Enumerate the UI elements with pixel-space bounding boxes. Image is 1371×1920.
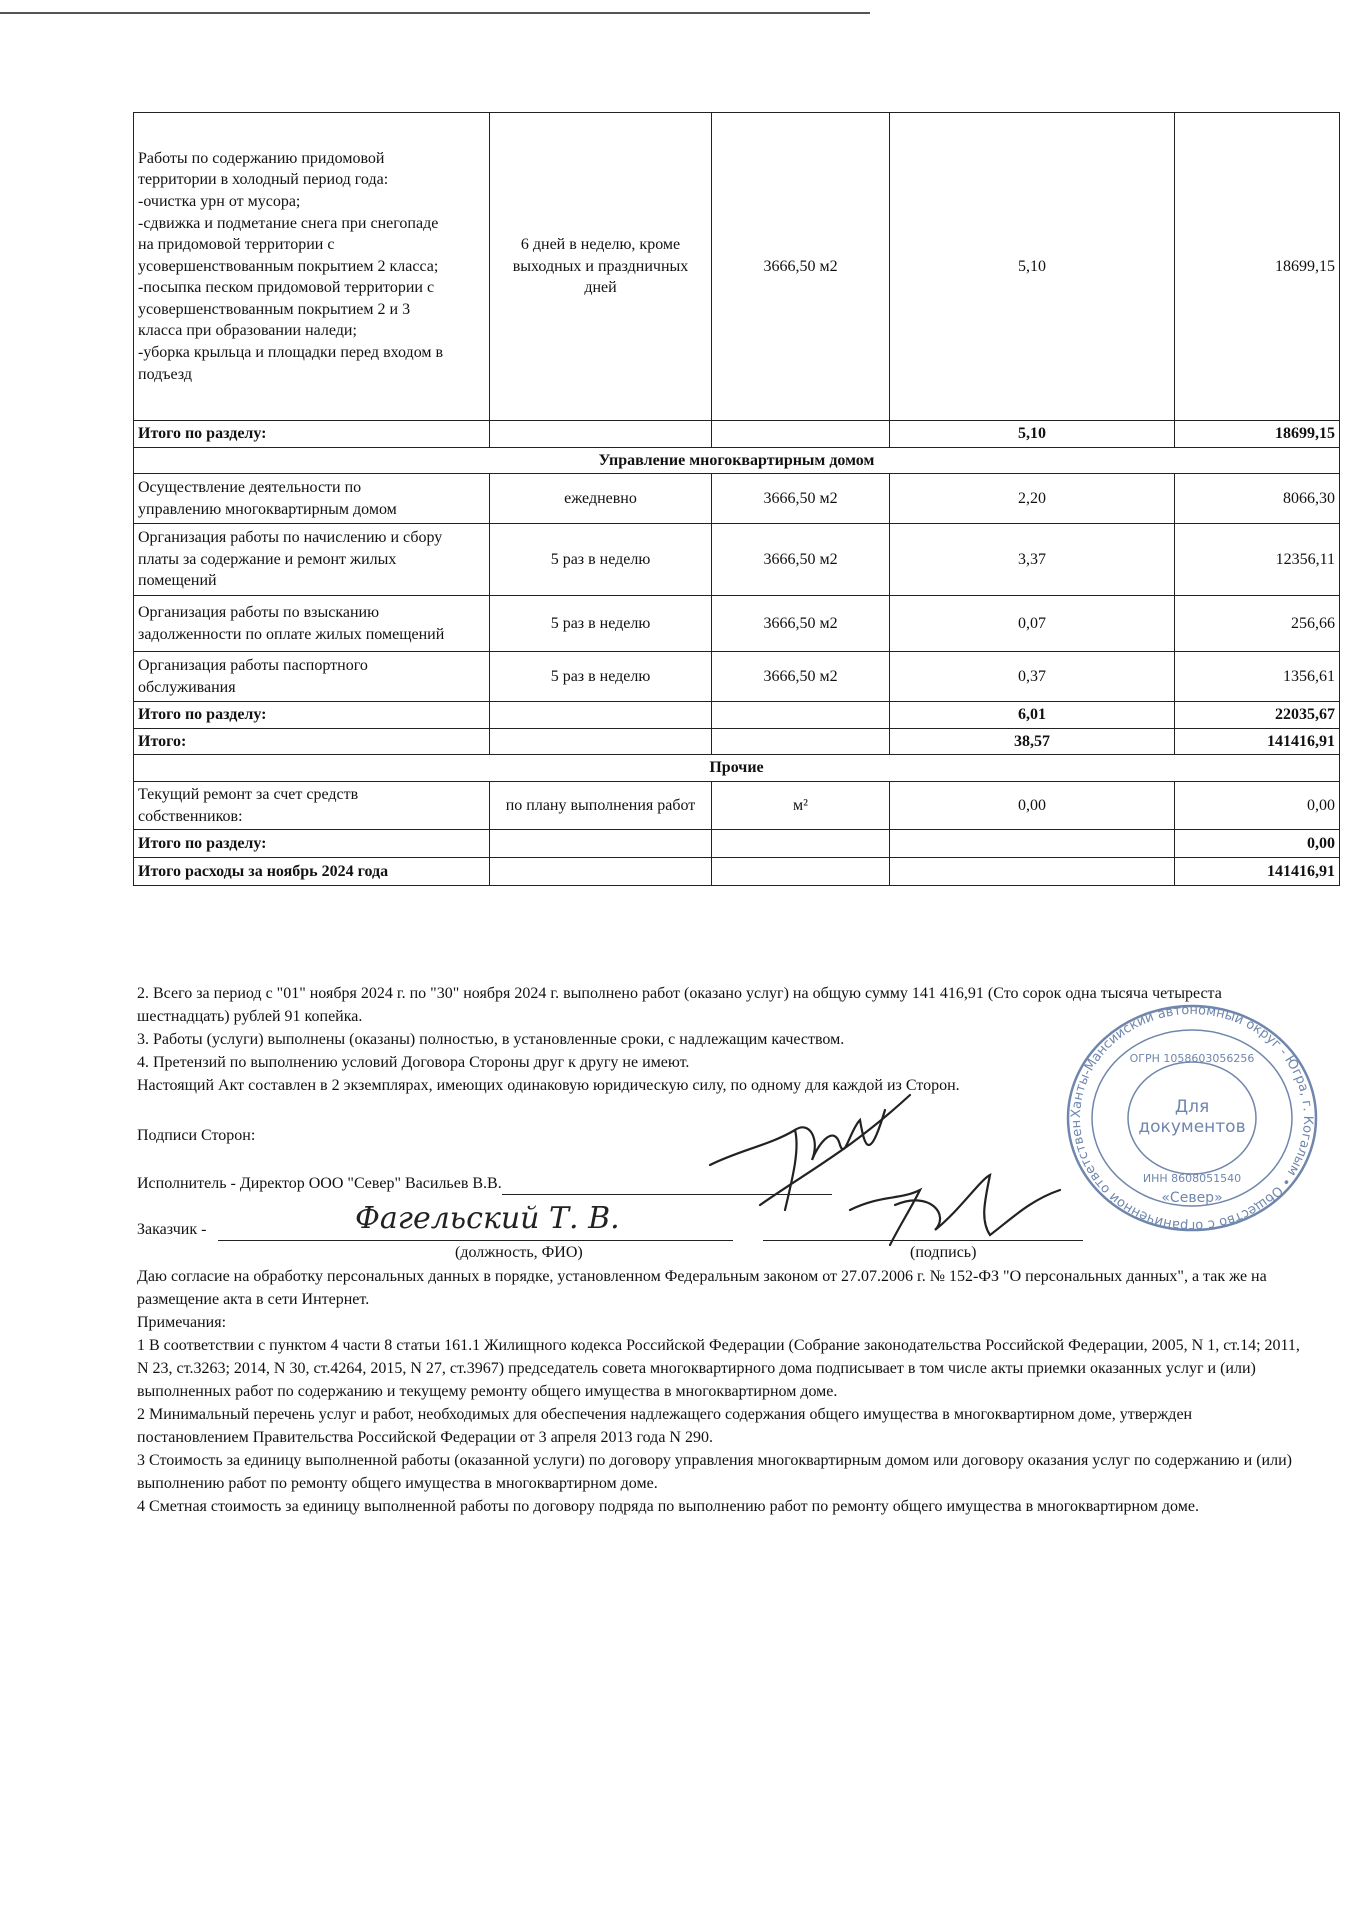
note-1: 1 В соответствии с пунктом 4 части 8 статьи 161.1 Жилищного кодекса Российской Федерации (Собрание законодательства Российской Федерации, 2005, N 1, ст.14; 2011, N 23, ст.3263; 2014, N 30, ст.4264, 2015, N 27, ст.3967) председатель совета многоквартирного дома подписывает в том числе акты приемки оказанных услуг и (или) выполненных работ по содержанию и текущему ремонту общего имущества в многоквартирном доме. [137, 1337, 1300, 1400]
top-rule [0, 12, 870, 14]
svg-text:Для: Для [1174, 1097, 1210, 1117]
caption-position: (должность, ФИО) [455, 1244, 583, 1261]
consent-text: Даю согласие на обработку персональных данных в порядке, установленном Федеральным законом от 27.07.2006 г. № 152-ФЗ "О персональных данных", а так же на размещение акта в сети Интернет. [137, 1268, 1267, 1308]
service-name-cell: Текущий ремонт за счет средств собственников: [134, 781, 490, 829]
service-name-cell: Работы по содержанию придомовой территории в холодный период года: -очистка урн от мусора; -сдвижка и подметание снега при снегопаде на придомовой территории с усовершенствованным покрытием 2 класса; -посыпка песком придомовой территории с усовершенствованным покрытием 2 и 3 класса при образовании наледи; -уборка крыльца и площадки перед входом в подъезд [134, 113, 490, 421]
paragraph-copies: Настоящий Акт составлен в 2 экземплярах, имеющих одинаковую юридическую силу, по одному для каждой из Сторон. [137, 1077, 960, 1094]
total-amount-cell: 141416,91 [1175, 858, 1340, 886]
table-row [134, 524, 1340, 596]
service-name-cell: Осуществление деятельности по управлению многоквартирным домом [134, 474, 490, 524]
service-name-cell: Организация работы по начислению и сбору платы за содержание и ремонт жилых помещений [134, 524, 490, 596]
total-rate-cell: 5,10 [890, 421, 1175, 448]
amount-cell: 1356,61 [1175, 652, 1340, 702]
rate-cell: 0,07 [890, 596, 1175, 652]
table-row [134, 652, 1340, 702]
caption-signature: (подпись) [910, 1244, 977, 1261]
executor-label: Исполнитель - Директор ООО "Север" Васильев В.В. [137, 1175, 502, 1192]
customer-label: Заказчик - [137, 1221, 207, 1238]
volume-cell: 3666,50 м2 [712, 596, 890, 652]
table-row [134, 596, 1340, 652]
volume-cell: м² [712, 781, 890, 829]
empty-cell [490, 858, 712, 886]
rate-cell: 0,37 [890, 652, 1175, 702]
frequency-cell: ежедневно [490, 474, 712, 524]
notes-block [137, 1265, 1302, 1518]
signatures-title: Подписи Сторон: [137, 1127, 256, 1144]
total-row [134, 858, 1340, 886]
total-row [134, 702, 1340, 729]
total-rate-cell: 38,57 [890, 728, 1175, 755]
total-amount-cell: 0,00 [1175, 830, 1340, 858]
empty-cell [490, 830, 712, 858]
svg-text:«Север»: «Север» [1161, 1190, 1223, 1206]
total-label-cell: Итого по разделу: [134, 830, 490, 858]
frequency-cell: 5 раз в неделю [490, 596, 712, 652]
paragraph-3: 3. Работы (услуги) выполнены (оказаны) полностью, в установленные сроки, с надлежащим качеством. [137, 1031, 845, 1048]
total-rate-cell [890, 858, 1175, 886]
total-label-cell: Итого по разделу: [134, 702, 490, 729]
empty-cell [712, 702, 890, 729]
frequency-cell: 5 раз в неделю [490, 652, 712, 702]
customer-signature [840, 1160, 1070, 1250]
table-row [134, 113, 1340, 421]
amount-cell: 256,66 [1175, 596, 1340, 652]
total-rate-cell [890, 830, 1175, 858]
empty-cell [712, 421, 890, 448]
section-title-cell: Прочие [134, 755, 1340, 782]
section-header-row [134, 447, 1340, 474]
total-label-cell: Итого расходы за ноябрь 2024 года [134, 858, 490, 886]
frequency-cell: 5 раз в неделю [490, 524, 712, 596]
empty-cell [490, 728, 712, 755]
section-header-row [134, 755, 1340, 782]
volume-cell: 3666,50 м2 [712, 113, 890, 421]
table-row [134, 474, 1340, 524]
services-table [133, 112, 1340, 886]
total-row [134, 728, 1340, 755]
paragraph-2: 2. Всего за период с "01" ноября 2024 г. по "30" ноября 2024 г. выполнено работ (оказано услуг) на общую сумму 141 416,91 (Сто сорок одна тысяча четыреста шестнадцать) рублей 91 копейка. [137, 985, 1222, 1025]
total-label-cell: Итого: [134, 728, 490, 755]
svg-text:Ханты-Мансийский автономный ок: Ханты-Мансийский автономный округ - Югра, г. Когалым • Общество с ограниченной ответствен [1068, 1002, 1316, 1234]
company-stamp [1062, 1002, 1322, 1234]
rate-cell: 2,20 [890, 474, 1175, 524]
svg-text:ОГРН 1058603056256: ОГРН 1058603056256 [1129, 1052, 1255, 1065]
rate-cell: 5,10 [890, 113, 1175, 421]
frequency-cell: 6 дней в неделю, кроме выходных и праздничных дней [490, 113, 712, 421]
svg-text:ИНН 8608051540: ИНН 8608051540 [1142, 1172, 1242, 1185]
frequency-cell: по плану выполнения работ [490, 781, 712, 829]
total-amount-cell: 22035,67 [1175, 702, 1340, 729]
section-title-cell: Управление многоквартирным домом [134, 447, 1340, 474]
svg-text:документов: документов [1138, 1117, 1246, 1137]
volume-cell: 3666,50 м2 [712, 524, 890, 596]
total-amount-cell: 18699,15 [1175, 421, 1340, 448]
volume-cell: 3666,50 м2 [712, 652, 890, 702]
note-4: 4 Сметная стоимость за единицу выполненной работы по договору подряда по выполнению работ по ремонту общего имущества в многоквартирном доме. [137, 1498, 1199, 1515]
amount-cell: 12356,11 [1175, 524, 1340, 596]
customer-handwritten-name [345, 1192, 705, 1242]
service-name-cell: Организация работы по взысканию задолженности по оплате жилых помещений [134, 596, 490, 652]
note-3: 3 Стоимость за единицу выполненной работы (оказанной услуги) по договору управления многоквартирным домом или договору оказания услуг по содержанию и (или) выполнению работ по ремонту общего имущества в многоквартирном доме. [137, 1452, 1292, 1492]
total-amount-cell: 141416,91 [1175, 728, 1340, 755]
service-name-cell: Организация работы паспортного обслуживания [134, 652, 490, 702]
empty-cell [490, 702, 712, 729]
empty-cell [712, 830, 890, 858]
table-row [134, 781, 1340, 829]
svg-text:Фагельский Т. В.: Фагельский Т. В. [355, 1201, 620, 1236]
amount-cell: 18699,15 [1175, 113, 1340, 421]
empty-cell [712, 728, 890, 755]
note-2: 2 Минимальный перечень услуг и работ, необходимых для обеспечения надлежащего содержания общего имущества в многоквартирном доме, утвержден постановлением Правительства Российской Федерации от 3 апреля 2013 года N 290. [137, 1406, 1193, 1446]
total-row [134, 421, 1340, 448]
total-rate-cell: 6,01 [890, 702, 1175, 729]
notes-title: Примечания: [137, 1314, 227, 1331]
volume-cell: 3666,50 м2 [712, 474, 890, 524]
total-label-cell: Итого по разделу: [134, 421, 490, 448]
amount-cell: 0,00 [1175, 781, 1340, 829]
empty-cell [712, 858, 890, 886]
total-row [134, 830, 1340, 858]
rate-cell: 0,00 [890, 781, 1175, 829]
empty-cell [490, 421, 712, 448]
paragraph-4: 4. Претензий по выполнению условий Договора Стороны друг к другу не имеют. [137, 1054, 690, 1071]
amount-cell: 8066,30 [1175, 474, 1340, 524]
rate-cell: 3,37 [890, 524, 1175, 596]
